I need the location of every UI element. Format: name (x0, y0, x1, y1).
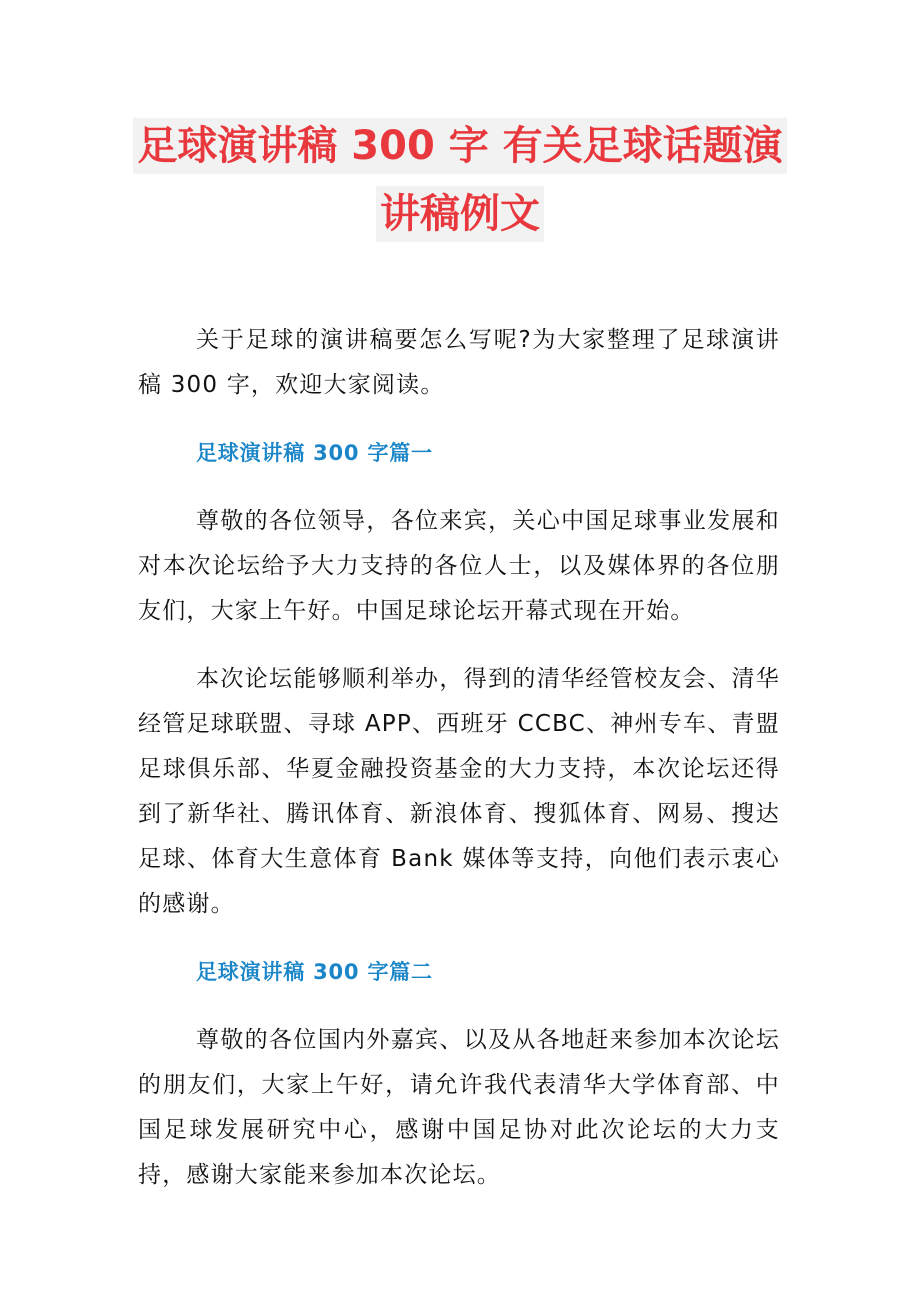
paragraph: 尊敬的各位国内外嘉宾、以及从各地赶来参加本次论坛的朋友们，大家上午好，请允许我代表清华大学体育部、中国足球发展研究中心，感谢中国足协对此次论坛的大力支持，感谢大家能来参加本次论坛。 (138, 1027, 780, 1188)
title-line-2: 讲稿例文 (376, 186, 544, 242)
paragraph: 尊敬的各位领导，各位来宾，关心中国足球事业发展和对本次论坛给予大力支持的各位人士，以及媒体界的各位朋友们，大家上午好。中国足球论坛开幕式现在开始。 (138, 508, 780, 624)
document-body (138, 318, 780, 1221)
intro-paragraph: 关于足球的演讲稿要怎么写呢?为大家整理了足球演讲稿 300 字，欢迎大家阅读。 (138, 327, 780, 398)
title-line-1: 足球演讲稿 300 字 有关足球话题演 (133, 118, 786, 174)
section-heading-2: 足球演讲稿 300 字篇二 (196, 960, 433, 984)
paragraph: 本次论坛能够顺利举办，得到的清华经管校友会、清华经管足球联盟、寻球 APP、西班牙 CCBC、神州专车、青盟足球俱乐部、华夏金融投资基金的大力支持，本次论坛还得到了新华社、腾讯体育、新浪体育、搜狐体育、网易、搜达足球、体育大生意体育 Bank 媒体等支持，向他们表示衷心的感谢。 (138, 666, 780, 917)
document-title (120, 118, 800, 242)
section-heading-1: 足球演讲稿 300 字篇一 (196, 441, 433, 465)
